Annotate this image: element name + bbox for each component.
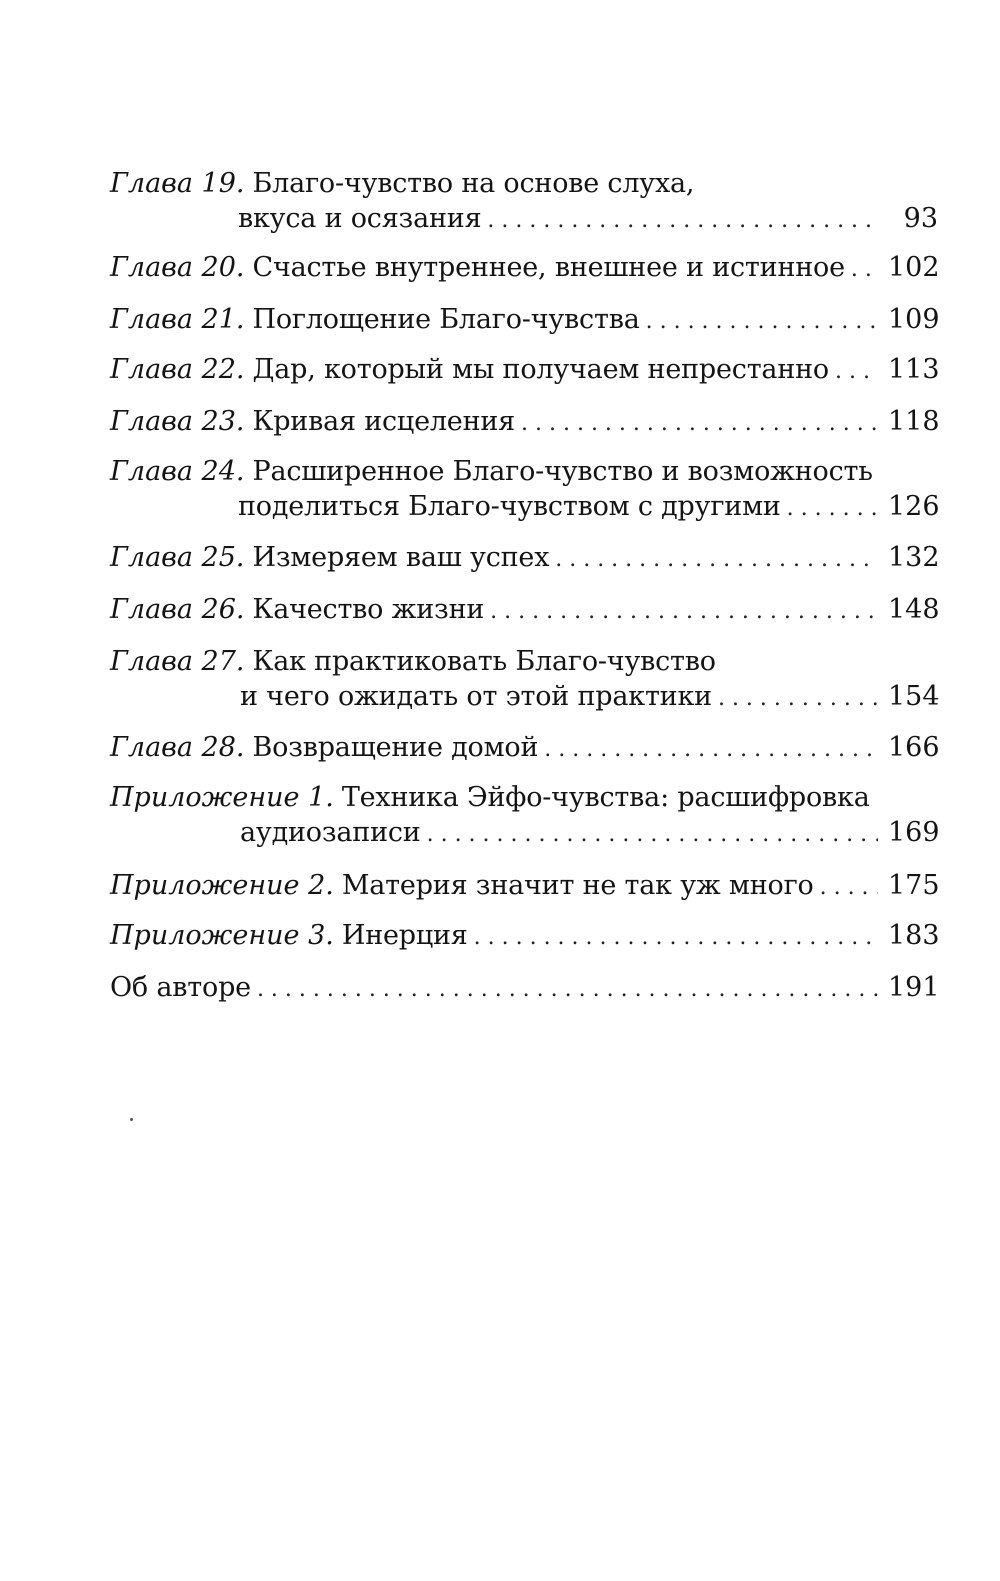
toc-entry-title: Поглощение Благо-чувства xyxy=(252,304,640,335)
toc-entry-page: 169 xyxy=(888,817,940,848)
toc-entry-chapter-28[interactable] xyxy=(110,730,938,765)
toc-entry-page: 175 xyxy=(888,870,940,901)
leader-dots xyxy=(521,406,878,441)
leader-dots xyxy=(257,972,878,1007)
leader-dots xyxy=(544,732,878,767)
toc-entry-title-cont: поделиться Благо-чувством с другими xyxy=(238,491,781,522)
toc-entry-appendix-3[interactable] xyxy=(110,918,938,953)
leader-dots xyxy=(851,252,878,287)
leader-dots xyxy=(718,681,878,716)
toc-entry-page: 183 xyxy=(888,920,940,951)
toc-entry-chapter-23[interactable] xyxy=(110,404,938,439)
toc-entry-title-cont: и чего ожидать от этой практики xyxy=(240,681,712,712)
toc-entry-page: 166 xyxy=(888,732,940,763)
toc-entry-page: 126 xyxy=(888,491,940,522)
toc-entry-title: Об авторе xyxy=(110,972,251,1003)
toc-entry-label: Глава 24. xyxy=(110,456,245,487)
toc-entry-title: Кривая исцеления xyxy=(252,406,516,437)
toc-entry-title: Измеряем ваш успех xyxy=(252,542,550,573)
toc-entry-label: Глава 26. xyxy=(110,594,245,625)
toc-entry-title: Счастье внутреннее, внешнее и истинное xyxy=(252,252,845,283)
toc-entry-label: Приложение 3. xyxy=(110,920,334,951)
toc-entry-title: Техника Эйфо-чувства: расшифровка xyxy=(341,782,870,813)
toc-entry-page: 109 xyxy=(888,304,940,335)
toc-entry-chapter-22[interactable] xyxy=(110,352,938,387)
toc-entry-chapter-26[interactable] xyxy=(110,592,938,627)
leader-dots xyxy=(474,920,878,955)
toc-entry-label: Глава 23. xyxy=(110,406,245,437)
toc-entry-title: Инерция xyxy=(341,920,468,951)
toc-entry-about-author[interactable] xyxy=(110,970,938,1005)
toc-entry-chapter-27[interactable] xyxy=(110,644,938,714)
toc-entry-page: 118 xyxy=(888,406,940,437)
toc-entry-page: 154 xyxy=(888,681,940,712)
toc-entry-title: Дар, который мы получаем непрестанно xyxy=(252,354,829,385)
toc-entry-chapter-19[interactable] xyxy=(110,166,938,236)
toc-entry-title-cont: вкуса и осязания xyxy=(238,203,482,234)
toc-entry-label: Глава 19. xyxy=(110,168,245,199)
toc-entry-label: Приложение 2. xyxy=(110,870,334,901)
leader-dots xyxy=(787,491,878,526)
toc-entry-page: 102 xyxy=(888,252,940,283)
toc-entry-label: Глава 21. xyxy=(110,304,245,335)
toc-entry-chapter-21[interactable] xyxy=(110,302,938,337)
toc-entry-title: Расширенное Благо-чувство и возможность xyxy=(252,456,873,487)
toc-entry-title: Благо-чувство на основе слуха, xyxy=(252,168,695,199)
toc-entry-label: Глава 25. xyxy=(110,542,245,573)
leader-dots xyxy=(487,203,878,238)
toc-entry-page: 132 xyxy=(888,542,940,573)
toc-entry-title: Качество жизни xyxy=(252,594,485,625)
toc-entry-chapter-25[interactable] xyxy=(110,540,938,575)
print-speck xyxy=(130,1118,133,1121)
toc-entry-label: Глава 28. xyxy=(110,732,245,763)
leader-dots xyxy=(820,870,878,905)
leader-dots xyxy=(646,304,878,339)
toc-entry-chapter-24[interactable] xyxy=(110,454,938,524)
toc-entry-title: Как практиковать Благо-чувство xyxy=(252,646,716,677)
leader-dots xyxy=(555,542,878,577)
toc-entry-chapter-20[interactable] xyxy=(110,250,938,285)
toc-entry-page: 113 xyxy=(888,354,940,385)
toc-entry-page: 148 xyxy=(888,594,940,625)
leader-dots xyxy=(490,594,878,629)
toc-entry-page: 191 xyxy=(888,972,940,1003)
toc-entry-appendix-2[interactable] xyxy=(110,868,938,903)
toc-entry-label: Приложение 1. xyxy=(110,782,334,813)
toc-entry-title-cont: аудиозаписи xyxy=(240,817,421,848)
leader-dots xyxy=(427,817,878,852)
leader-dots xyxy=(835,354,878,389)
toc-entry-label: Глава 20. xyxy=(110,252,245,283)
toc-entry-label: Глава 27. xyxy=(110,646,245,677)
toc-entry-title: Возвращение домой xyxy=(252,732,539,763)
toc-entry-page: 93 xyxy=(903,203,938,234)
toc-entry-label: Глава 22. xyxy=(110,354,245,385)
toc-entry-title: Материя значит не так уж много xyxy=(341,870,814,901)
toc-entry-appendix-1[interactable] xyxy=(110,780,938,850)
